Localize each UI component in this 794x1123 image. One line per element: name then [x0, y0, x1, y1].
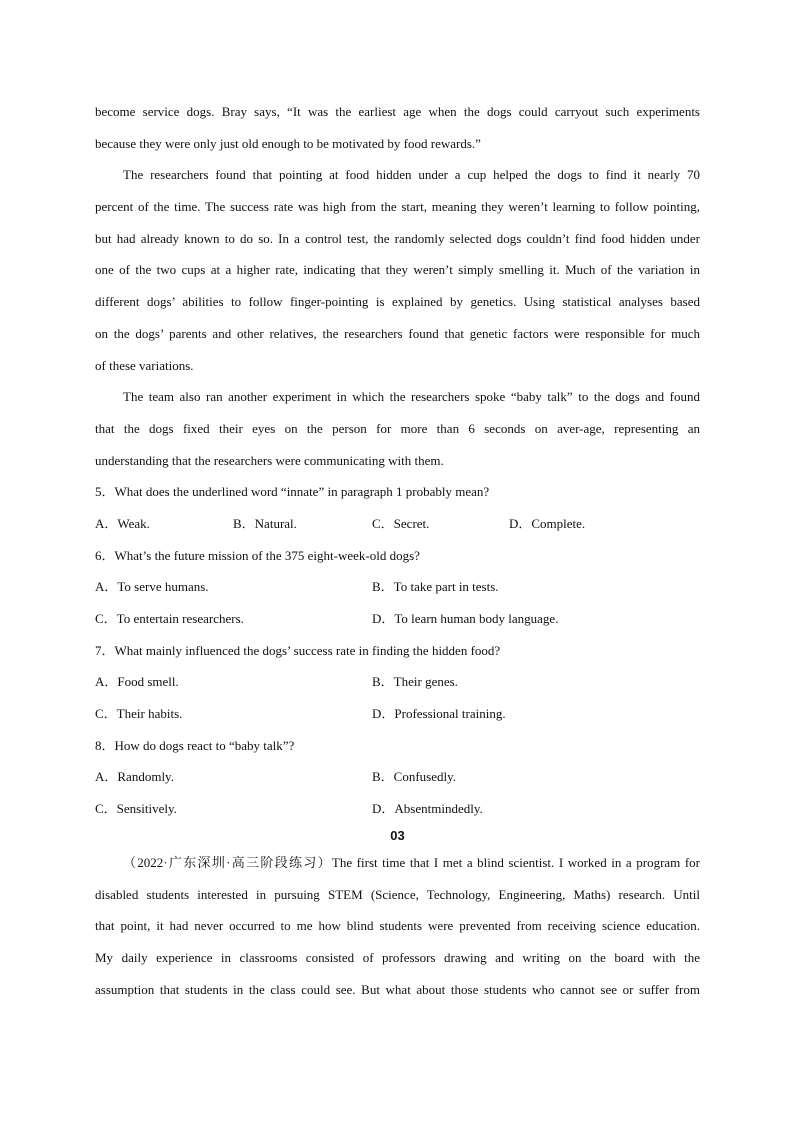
text-line: that point, it had never occurred to me how blind students were prevented from receiving science education.	[95, 918, 700, 934]
options-row	[95, 698, 700, 730]
question-7	[95, 635, 700, 730]
options-row	[95, 603, 700, 635]
option-c: C．To entertain researchers.	[95, 611, 244, 626]
option-b: B．Natural.	[233, 515, 297, 531]
next-passage-paragraph	[95, 847, 700, 1005]
text-line: different dogs’ abilities to follow finger-pointing is explained by genetics. Using statistical analyses based	[95, 294, 700, 310]
question-stem: 6．What’s the future mission of the 375 eight-week-old dogs?	[95, 547, 420, 563]
text-line: but had already known to do so. In a control test, the randomly selected dogs couldn’t find food hidden under	[95, 230, 700, 246]
paragraph-2	[95, 159, 700, 381]
text-line: disabled students interested in pursuing STEM (Science, Technology, Engineering, Maths) research. Until	[95, 886, 700, 902]
text-line: that the dogs fixed their eyes on the person for more than 6 seconds on aver-age, representing an	[95, 420, 700, 436]
options-row	[95, 793, 700, 825]
option-b: B．Their genes.	[372, 674, 458, 690]
question-8	[95, 730, 700, 825]
text-line: assumption that students in the class could see. But what about those students who cannot see or suffer from	[95, 981, 700, 997]
text-line: My daily experience in classrooms consisted of professors drawing and writing on the board with the	[95, 949, 700, 965]
option-d: D．Professional training.	[372, 706, 506, 722]
question-6	[95, 540, 700, 635]
option-c: C．Sensitively.	[95, 801, 177, 817]
text-line: of these variations.	[95, 357, 194, 373]
paragraph-3	[95, 381, 700, 476]
option-c: C．Their habits.	[95, 706, 183, 722]
option-d: D．To learn human body language.	[372, 611, 559, 626]
question-stem: 5．What does the underlined word “innate” in paragraph 1 probably mean?	[95, 484, 490, 500]
options-row	[95, 761, 700, 793]
section-number: 03	[390, 827, 405, 843]
text-line: become service dogs. Bray says, “It was the earliest age when the dogs could carryout such experiments	[95, 104, 700, 119]
option-b: B．To take part in tests.	[372, 579, 499, 595]
paragraph-1-continued	[95, 96, 700, 159]
document-page	[95, 96, 700, 1005]
option-b: B．Confusedly.	[372, 769, 457, 785]
question-5	[95, 476, 700, 539]
text-line: because they were only just old enough to be motivated by food rewards.”	[95, 135, 481, 151]
text-line: one of the two cups at a higher rate, indicating that they weren’t simply smelling it. Much of the variation in	[95, 262, 700, 278]
question-stem: 7．What mainly influenced the dogs’ success rate in finding the hidden food?	[95, 642, 501, 658]
option-a: A．Weak.	[95, 515, 150, 531]
text-line: on the dogs’ parents and other relatives, the researchers found that genetic factors were responsible for much	[95, 325, 700, 341]
options-row	[95, 571, 700, 603]
options-row	[95, 666, 700, 698]
question-stem: 8．How do dogs react to “baby talk”?	[95, 737, 295, 753]
option-d: D．Complete.	[509, 515, 586, 531]
text-line: percent of the time. The success rate was high from the start, meaning they weren’t learning to follow pointing,	[95, 199, 700, 215]
options-row	[95, 508, 700, 540]
text-line: （2022·广东深圳·高三阶段练习）The first time that I met a blind scientist. I worked in a program for	[123, 854, 700, 870]
option-a: A．Food smell.	[95, 674, 179, 690]
option-d: D．Absentmindedly.	[372, 801, 483, 817]
option-c: C．Secret.	[372, 515, 430, 531]
option-a: A．Randomly.	[95, 769, 174, 785]
text-line: The team also ran another experiment in which the researchers spoke “baby talk” to the dogs and found	[123, 389, 700, 405]
text-line: The researchers found that pointing at food hidden under a cup helped the dogs to find it nearly 70	[123, 167, 700, 183]
option-a: A．To serve humans.	[95, 579, 209, 595]
text-line: understanding that the researchers were communicating with them.	[95, 452, 444, 468]
